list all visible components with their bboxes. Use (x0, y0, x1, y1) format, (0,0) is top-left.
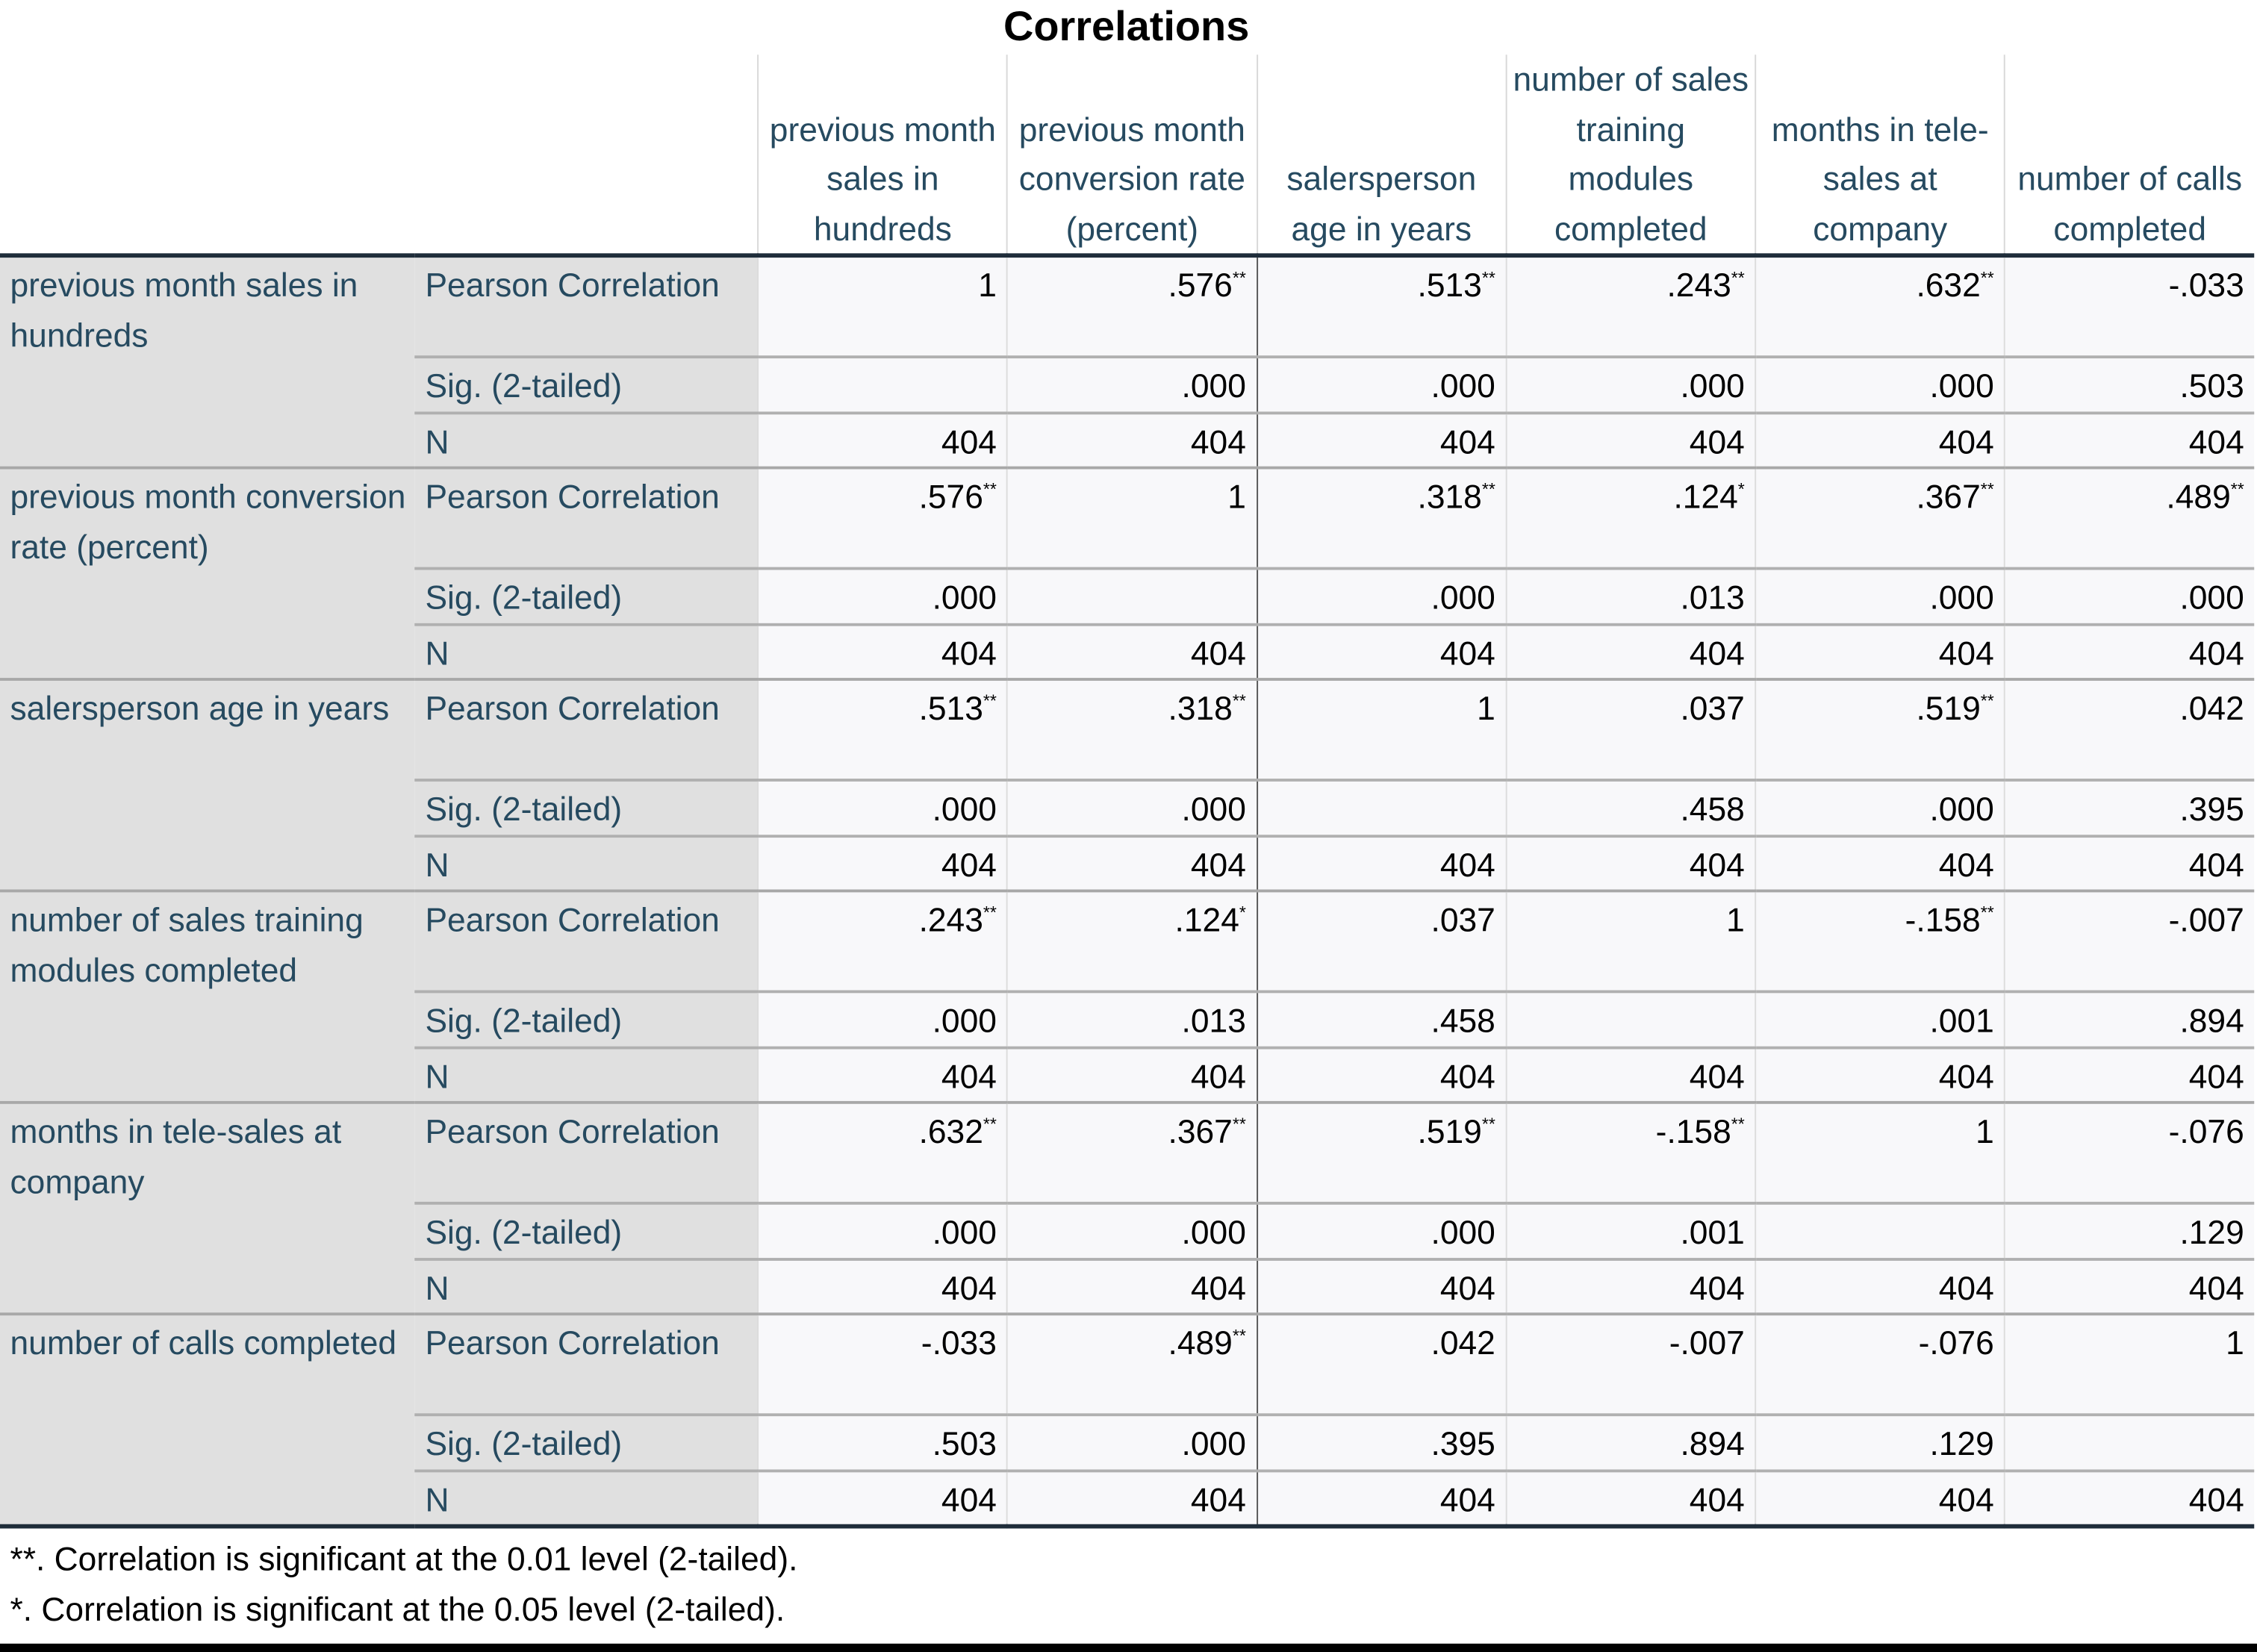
n-cell: 404 (2005, 835, 2254, 891)
pearson-cell (1506, 1314, 1755, 1415)
correlation-value: .037 (1431, 900, 1495, 939)
stat-label-sig: Sig. (2-tailed) (415, 1203, 758, 1259)
row-variable-label: number of calls completed (0, 1314, 415, 1526)
significance-marker: ** (1731, 1114, 1745, 1135)
pearson-cell (1755, 1314, 2005, 1415)
sig-cell: .458 (1257, 991, 1506, 1047)
n-cell: 404 (758, 412, 1007, 467)
sig-cell (1257, 780, 1506, 835)
pearson-cell (1007, 679, 1257, 780)
sig-cell: .000 (2005, 569, 2254, 624)
correlation-value: .124 (1174, 900, 1239, 939)
n-cell: 404 (1506, 624, 1755, 679)
pearson-cell (2005, 468, 2254, 569)
table-row-pearson (0, 1314, 2254, 1415)
stat-label-n: N (415, 1259, 758, 1314)
table-row-pearson (0, 891, 2254, 991)
correlation-value: .576 (918, 478, 983, 516)
n-cell: 404 (1755, 624, 2005, 679)
n-cell: 404 (1755, 1047, 2005, 1103)
pearson-cell (1257, 255, 1506, 357)
table-row-pearson (0, 679, 2254, 780)
pearson-cell (1506, 255, 1755, 357)
column-header: previous month sales in hundreds (758, 54, 1007, 255)
column-header: salersperson age in years (1257, 54, 1506, 255)
correlation-value: .124 (1673, 478, 1738, 516)
correlation-value: .513 (1417, 266, 1482, 304)
sig-cell: .503 (2005, 357, 2254, 412)
correlation-value: .367 (1168, 1112, 1233, 1150)
correlation-value: -.033 (921, 1324, 997, 1362)
pearson-cell (1755, 468, 2005, 569)
corner-blank (415, 54, 758, 255)
n-cell: 404 (1506, 1470, 1755, 1526)
n-cell: 404 (1007, 624, 1257, 679)
sig-cell: .013 (1007, 991, 1257, 1047)
pearson-cell (1506, 679, 1755, 780)
pearson-cell (758, 1103, 1007, 1203)
pearson-cell (2005, 891, 2254, 991)
footnote-005: *. Correlation is significant at the 0.05 level (2-tailed). (10, 1590, 785, 1628)
significance-marker: ** (983, 479, 997, 500)
stat-label-pearson: Pearson Correlation (415, 891, 758, 991)
n-cell: 404 (1755, 412, 2005, 467)
sig-cell (1506, 991, 1755, 1047)
n-cell: 404 (1506, 1047, 1755, 1103)
pearson-cell (2005, 679, 2254, 780)
sig-cell: .000 (1007, 1415, 1257, 1470)
correlation-value: -.158 (1655, 1112, 1731, 1150)
footnote-001: **. Correlation is significant at the 0.01 level (2-tailed). (10, 1539, 798, 1578)
significance-marker: ** (1980, 479, 1994, 500)
correlation-value: .318 (1168, 689, 1233, 727)
table-title: Correlations (1003, 4, 1250, 51)
pearson-cell (1257, 891, 1506, 991)
stat-label-pearson: Pearson Correlation (415, 679, 758, 780)
stat-label-sig: Sig. (2-tailed) (415, 780, 758, 835)
stat-label-pearson: Pearson Correlation (415, 255, 758, 357)
pearson-cell (1257, 468, 1506, 569)
sig-cell: .000 (1257, 1203, 1506, 1259)
n-cell: 404 (758, 1470, 1007, 1526)
n-cell: 404 (2005, 624, 2254, 679)
n-cell: 404 (1755, 1259, 2005, 1314)
significance-marker: ** (1980, 267, 1994, 288)
pearson-cell (1506, 891, 1755, 991)
significance-marker: ** (1481, 1114, 1495, 1135)
stat-label-sig: Sig. (2-tailed) (415, 569, 758, 624)
column-header: months in tele-sales at company (1755, 54, 2005, 255)
correlation-value: .519 (1916, 689, 1981, 727)
table-row-pearson (0, 1103, 2254, 1203)
sig-cell: .001 (1506, 1203, 1755, 1259)
significance-marker: ** (1481, 479, 1495, 500)
correlation-value: .243 (918, 900, 983, 939)
significance-marker: ** (1232, 691, 1246, 711)
correlation-value: .243 (1666, 266, 1731, 304)
significance-marker: ** (983, 1114, 997, 1135)
sig-cell: .000 (1755, 569, 2005, 624)
stat-label-pearson: Pearson Correlation (415, 1314, 758, 1415)
sig-cell: .894 (1506, 1415, 1755, 1470)
sig-cell (758, 357, 1007, 412)
sig-cell (1755, 1203, 2005, 1259)
sig-cell: .894 (2005, 991, 2254, 1047)
correlation-value: -.033 (2168, 266, 2244, 304)
n-cell: 404 (2005, 412, 2254, 467)
stat-label-sig: Sig. (2-tailed) (415, 357, 758, 412)
significance-marker: ** (1731, 267, 1745, 288)
sig-cell: .000 (1755, 780, 2005, 835)
correlation-value: -.076 (2168, 1112, 2244, 1150)
row-variable-label: previous month sales in hundreds (0, 255, 415, 467)
pearson-cell (1007, 1314, 1257, 1415)
pearson-cell (758, 468, 1007, 569)
pearson-cell (1007, 468, 1257, 569)
sig-cell: .395 (2005, 780, 2254, 835)
sig-cell: .000 (1257, 357, 1506, 412)
n-cell: 404 (1257, 412, 1506, 467)
stat-label-sig: Sig. (2-tailed) (415, 1415, 758, 1470)
sig-cell: .000 (758, 780, 1007, 835)
header-row (0, 54, 2254, 255)
row-variable-label: months in tele-sales at company (0, 1103, 415, 1314)
sig-cell: .000 (758, 991, 1007, 1047)
column-header: number of sales training modules completed (1506, 54, 1755, 255)
n-cell: 404 (1257, 1259, 1506, 1314)
n-cell: 404 (758, 835, 1007, 891)
row-variable-label: previous month conversion rate (percent) (0, 468, 415, 679)
stat-label-n: N (415, 1470, 758, 1526)
sig-cell: .129 (2005, 1203, 2254, 1259)
n-cell: 404 (1506, 835, 1755, 891)
significance-marker: ** (983, 691, 997, 711)
n-cell: 404 (1506, 1259, 1755, 1314)
column-header: previous month conversion rate (percent) (1007, 54, 1257, 255)
pearson-cell (1755, 891, 2005, 991)
correlation-value: -.076 (1918, 1324, 1994, 1362)
correlation-value: 1 (1976, 1112, 1994, 1150)
n-cell: 404 (1007, 835, 1257, 891)
correlation-value: .513 (918, 689, 983, 727)
column-header: number of calls completed (2005, 54, 2254, 255)
correlation-value: .489 (1168, 1324, 1233, 1362)
correlation-value: 1 (1726, 900, 1745, 939)
sig-cell: .000 (758, 1203, 1007, 1259)
significance-marker: ** (1232, 1114, 1246, 1135)
n-cell: 404 (1506, 412, 1755, 467)
significance-marker: ** (1232, 1325, 1246, 1346)
n-cell: 404 (1257, 1047, 1506, 1103)
pearson-cell (1755, 255, 2005, 357)
correlation-value: .318 (1417, 478, 1482, 516)
n-cell: 404 (758, 624, 1007, 679)
row-variable-label: salersperson age in years (0, 679, 415, 891)
pearson-cell (1506, 1103, 1755, 1203)
pearson-cell (1755, 679, 2005, 780)
sig-cell: .000 (1755, 357, 2005, 412)
significance-marker: * (1737, 479, 1745, 500)
pearson-cell (1257, 679, 1506, 780)
stat-label-n: N (415, 835, 758, 891)
correlation-value: -.007 (1669, 1324, 1745, 1362)
correlation-value: 1 (978, 266, 997, 304)
n-cell: 404 (1755, 835, 2005, 891)
pearson-cell (1257, 1314, 1506, 1415)
corner-blank (0, 54, 415, 255)
pearson-cell (758, 1314, 1007, 1415)
correlation-value: .632 (918, 1112, 983, 1150)
correlation-value: 1 (1227, 478, 1246, 516)
sig-cell: .503 (758, 1415, 1007, 1470)
n-cell: 404 (2005, 1047, 2254, 1103)
significance-marker: ** (1481, 267, 1495, 288)
correlation-value: .037 (1680, 689, 1745, 727)
sig-cell: .000 (1007, 1203, 1257, 1259)
pearson-cell (1007, 1103, 1257, 1203)
correlation-value: 1 (2226, 1324, 2244, 1362)
correlation-value: .632 (1916, 266, 1981, 304)
n-cell: 404 (758, 1259, 1007, 1314)
significance-marker: ** (1232, 267, 1246, 288)
n-cell: 404 (1257, 1470, 1506, 1526)
pearson-cell (1506, 468, 1755, 569)
pearson-cell (1007, 255, 1257, 357)
correlation-value: 1 (1477, 689, 1495, 727)
pearson-cell (2005, 1314, 2254, 1415)
n-cell: 404 (1007, 1047, 1257, 1103)
sig-cell: .129 (1755, 1415, 2005, 1470)
correlation-value: -.007 (2168, 900, 2244, 939)
sig-cell: .000 (1506, 357, 1755, 412)
sig-cell (1007, 569, 1257, 624)
correlation-value: .519 (1417, 1112, 1482, 1150)
correlations-table (0, 54, 2254, 1528)
correlation-value: -.158 (1905, 900, 1981, 939)
n-cell: 404 (1257, 835, 1506, 891)
pearson-cell (2005, 255, 2254, 357)
sig-cell: .001 (1755, 991, 2005, 1047)
sig-cell: .458 (1506, 780, 1755, 835)
sig-cell: .395 (1257, 1415, 1506, 1470)
sig-cell: .013 (1506, 569, 1755, 624)
correlation-value: .042 (2179, 689, 2244, 727)
stat-label-pearson: Pearson Correlation (415, 1103, 758, 1203)
pearson-cell (1755, 1103, 2005, 1203)
sig-cell: .000 (1007, 357, 1257, 412)
stat-label-n: N (415, 412, 758, 467)
pearson-cell (1257, 1103, 1506, 1203)
correlation-value: .042 (1431, 1324, 1495, 1362)
significance-marker: ** (2230, 479, 2244, 500)
sig-cell (2005, 1415, 2254, 1470)
n-cell: 404 (1007, 412, 1257, 467)
stat-label-pearson: Pearson Correlation (415, 468, 758, 569)
table-row-pearson (0, 255, 2254, 357)
n-cell: 404 (1007, 1470, 1257, 1526)
correlation-value: .489 (2166, 478, 2231, 516)
correlation-value: .367 (1916, 478, 1981, 516)
n-cell: 404 (1007, 1259, 1257, 1314)
table-row-pearson (0, 468, 2254, 569)
significance-marker: ** (1980, 902, 1994, 923)
n-cell: 404 (1257, 624, 1506, 679)
pearson-cell (2005, 1103, 2254, 1203)
n-cell: 404 (2005, 1259, 2254, 1314)
row-variable-label: number of sales training modules completed (0, 891, 415, 1102)
pearson-cell (758, 679, 1007, 780)
significance-marker: ** (1980, 691, 1994, 711)
stat-label-sig: Sig. (2-tailed) (415, 991, 758, 1047)
pearson-cell (758, 891, 1007, 991)
sig-cell: .000 (758, 569, 1007, 624)
sig-cell: .000 (1257, 569, 1506, 624)
stat-label-n: N (415, 1047, 758, 1103)
pearson-cell (758, 255, 1007, 357)
sig-cell: .000 (1007, 780, 1257, 835)
n-cell: 404 (2005, 1470, 2254, 1526)
significance-marker: * (1239, 902, 1246, 923)
n-cell: 404 (1755, 1470, 2005, 1526)
stat-label-n: N (415, 624, 758, 679)
n-cell: 404 (758, 1047, 1007, 1103)
significance-marker: ** (983, 902, 997, 923)
correlation-value: .576 (1168, 266, 1233, 304)
pearson-cell (1007, 891, 1257, 991)
